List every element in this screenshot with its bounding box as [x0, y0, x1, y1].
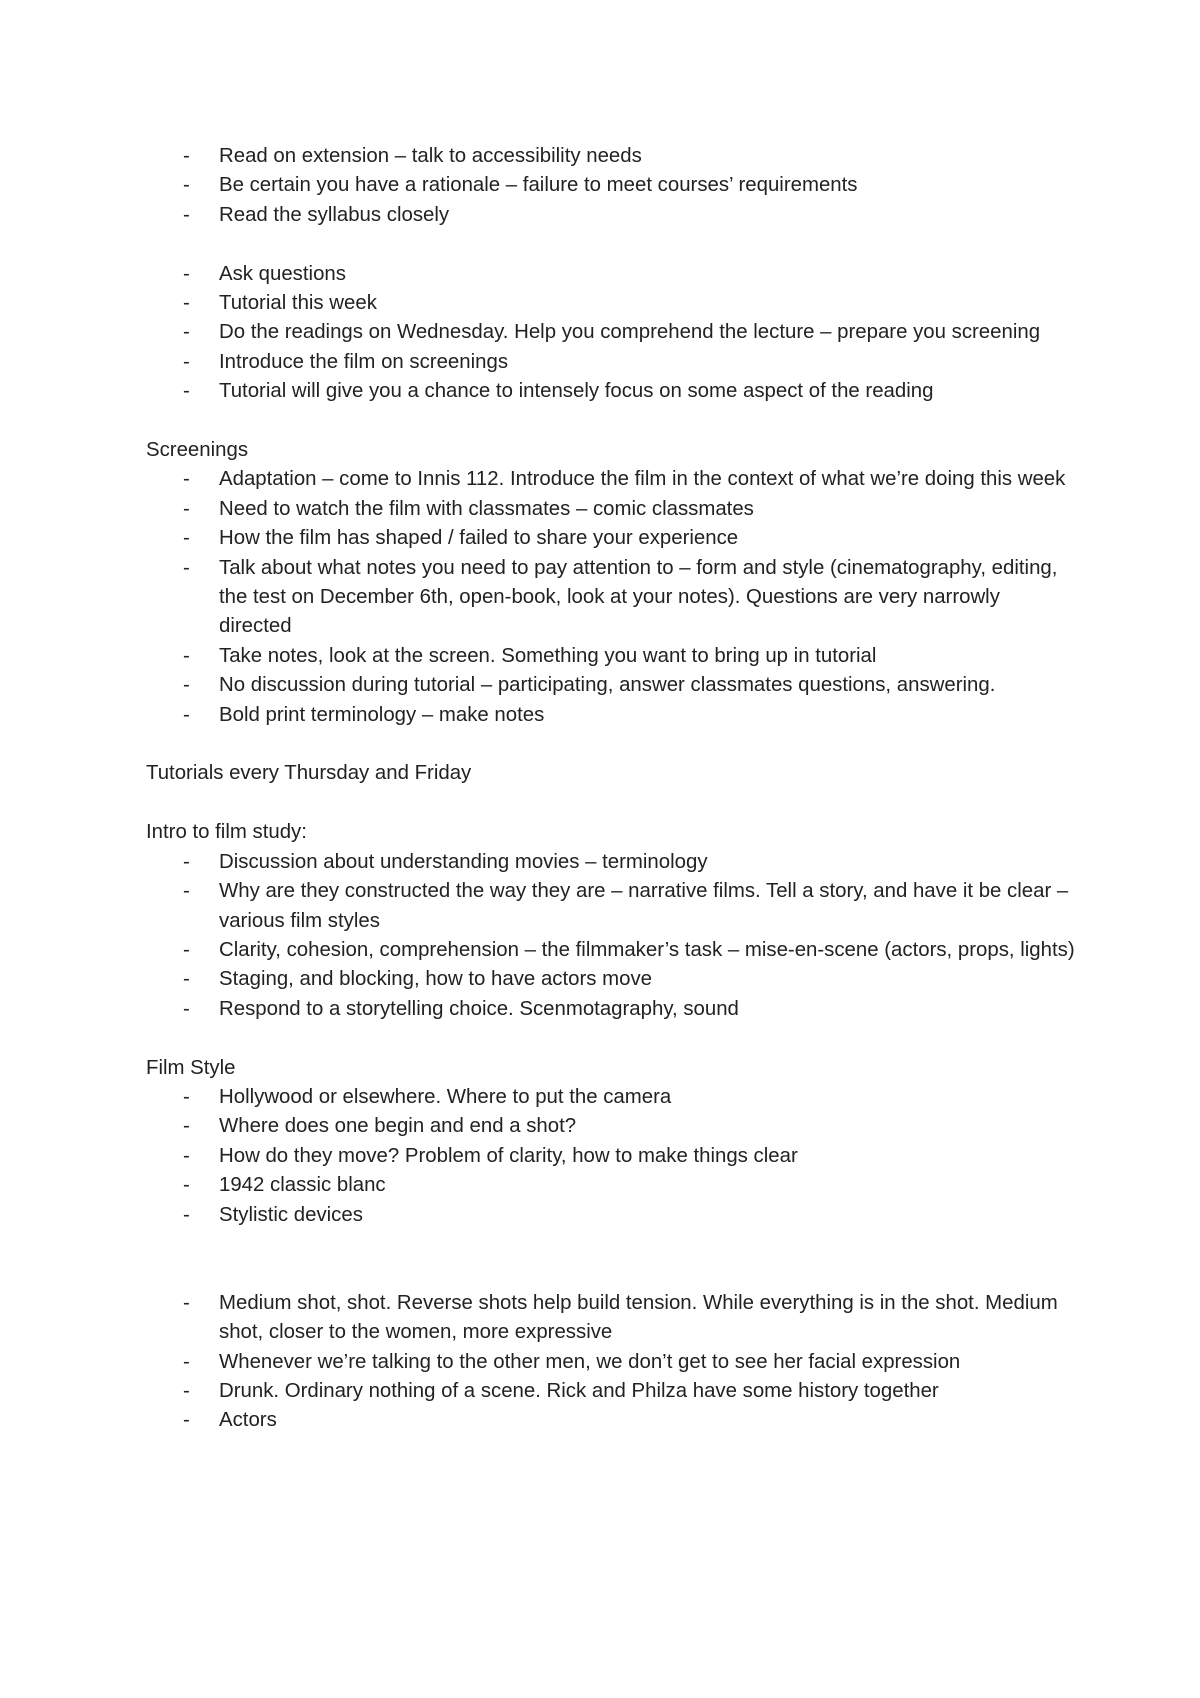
blank-line	[146, 407, 1076, 436]
dash-bullet: -	[183, 850, 190, 873]
list-item-text: Discussion about understanding movies – terminology	[219, 850, 708, 873]
dash-bullet: -	[183, 203, 190, 226]
blank-line	[146, 1230, 1076, 1289]
list-item-text: Tutorial will give you a chance to intensely focus on some aspect of the reading	[219, 380, 934, 403]
dash-bullet: -	[183, 556, 190, 579]
bullet-list	[146, 1289, 1076, 1436]
list-item-text: No discussion during tutorial – participating, answer classmates questions, answering.	[219, 674, 996, 697]
notes-block-tutorials-schedule	[146, 759, 1076, 788]
list-item-text: Why are they constructed the way they are – narrative films. Tell a story, and have it be clear – various film styles	[219, 880, 1069, 932]
list-item	[146, 1083, 1076, 1112]
blank-line	[146, 230, 1076, 259]
list-item-text: Clarity, cohesion, comprehension – the filmmaker’s task – mise-en-scene (actors, props, lights)	[219, 938, 1075, 961]
notes-block-casablanca-scene	[146, 1289, 1076, 1436]
list-item-text: How the film has shaped / failed to share your experience	[219, 527, 739, 550]
list-item	[146, 995, 1076, 1024]
list-item	[146, 1171, 1076, 1200]
list-item-text: Hollywood or elsewhere. Where to put the camera	[219, 1085, 672, 1108]
list-item	[146, 524, 1076, 553]
dash-bullet: -	[183, 468, 190, 491]
list-item	[146, 289, 1076, 318]
list-item	[146, 848, 1076, 877]
list-item-text: Do the readings on Wednesday. Help you comprehend the lecture – prepare you screening	[219, 321, 1041, 344]
dash-bullet: -	[183, 145, 190, 167]
dash-bullet: -	[183, 1085, 190, 1108]
list-item-text: Actors	[219, 1409, 277, 1432]
list-item	[146, 260, 1076, 289]
list-item	[146, 377, 1076, 406]
list-item-text: Respond to a storytelling choice. Scenmotagraphy, sound	[219, 997, 739, 1020]
section-heading-intro-film-study: Intro to film study:	[146, 821, 307, 844]
list-item	[146, 318, 1076, 347]
list-item	[146, 642, 1076, 671]
list-item-text: Read on extension – talk to accessibility needs	[219, 145, 642, 167]
dash-bullet: -	[183, 380, 190, 403]
list-item	[146, 1142, 1076, 1171]
list-item	[146, 495, 1076, 524]
section-heading-screenings: Screenings	[146, 439, 249, 462]
list-item	[146, 465, 1076, 494]
blank-line	[146, 1024, 1076, 1053]
list-item	[146, 701, 1076, 730]
blank-line	[146, 789, 1076, 818]
list-item-text: Read the syllabus closely	[219, 203, 450, 226]
list-item-text: Medium shot, shot. Reverse shots help build tension. While everything is in the shot. Medium shot, closer to the women, more expressive	[219, 1291, 1058, 1344]
bullet-list	[146, 142, 1076, 230]
list-item-text: Drunk. Ordinary nothing of a scene. Rick and Philza have some history together	[219, 1379, 939, 1402]
dash-bullet: -	[183, 1409, 190, 1432]
dash-bullet: -	[183, 703, 190, 726]
dash-bullet: -	[183, 938, 190, 961]
list-item	[146, 201, 1076, 230]
list-item	[146, 936, 1076, 965]
list-item	[146, 1348, 1076, 1377]
dash-bullet: -	[183, 262, 190, 285]
list-item-text: Need to watch the film with classmates – comic classmates	[219, 497, 754, 520]
list-item-text: Tutorial this week	[219, 292, 377, 315]
document-body	[146, 142, 1076, 1436]
notes-block-film-style	[146, 1054, 1076, 1230]
section-heading-tutorials: Tutorials every Thursday and Friday	[146, 762, 472, 785]
list-item-text: Whenever we’re talking to the other men, we don’t get to see her facial expression	[219, 1350, 961, 1373]
notes-block-tutorial	[146, 260, 1076, 407]
notes-block-intro-film-study	[146, 818, 1076, 1024]
bullet-list	[146, 1083, 1076, 1230]
list-item-text: Introduce the film on screenings	[219, 350, 509, 373]
notes-block-admin	[146, 142, 1076, 230]
dash-bullet: -	[183, 1144, 190, 1167]
list-item	[146, 1406, 1076, 1435]
list-item	[146, 1377, 1076, 1406]
list-item-text: Staging, and blocking, how to have actors move	[219, 968, 652, 991]
list-item	[146, 1201, 1076, 1230]
list-item-text: Stylistic devices	[219, 1203, 363, 1226]
dash-bullet: -	[183, 292, 190, 315]
dash-bullet: -	[183, 1115, 190, 1138]
list-item	[146, 877, 1076, 936]
list-item	[146, 1112, 1076, 1141]
list-item-text: Ask questions	[219, 262, 346, 285]
dash-bullet: -	[183, 174, 190, 197]
list-item	[146, 554, 1076, 642]
list-item-text: Adaptation – come to Innis 112. Introduce the film in the context of what we’re doing this week	[219, 468, 1066, 491]
list-item-text: 1942 classic blanc	[219, 1174, 386, 1197]
dash-bullet: -	[183, 1379, 190, 1402]
dash-bullet: -	[183, 497, 190, 520]
list-item	[146, 1289, 1076, 1348]
bullet-list	[146, 260, 1076, 407]
dash-bullet: -	[183, 1291, 190, 1314]
list-item-text: How do they move? Problem of clarity, how to make things clear	[219, 1144, 798, 1167]
list-item	[146, 348, 1076, 377]
bullet-list	[146, 465, 1076, 730]
section-heading-film-style: Film Style	[146, 1056, 236, 1079]
dash-bullet: -	[183, 1350, 190, 1373]
blank-line	[146, 730, 1076, 759]
list-item	[146, 671, 1076, 700]
dash-bullet: -	[183, 674, 190, 697]
list-item	[146, 965, 1076, 994]
dash-bullet: -	[183, 880, 190, 903]
list-item-text: Talk about what notes you need to pay attention to – form and style (cinematography, editing, the test on December 6th, open-book, look at your notes). Questions are very narrowly directed	[219, 556, 1058, 638]
dash-bullet: -	[183, 644, 190, 667]
list-item-text: Bold print terminology – make notes	[219, 703, 545, 726]
dash-bullet: -	[183, 350, 190, 373]
dash-bullet: -	[183, 968, 190, 991]
list-item-text: Where does one begin and end a shot?	[219, 1115, 577, 1138]
list-item	[146, 171, 1076, 200]
list-item-text: Be certain you have a rationale – failure to meet courses’ requirements	[219, 174, 858, 197]
notes-block-screenings	[146, 436, 1076, 730]
list-item	[146, 142, 1076, 171]
dash-bullet: -	[183, 997, 190, 1020]
dash-bullet: -	[183, 527, 190, 550]
list-item-text: Take notes, look at the screen. Something you want to bring up in tutorial	[219, 644, 877, 667]
dash-bullet: -	[183, 1203, 190, 1226]
dash-bullet: -	[183, 321, 190, 344]
dash-bullet: -	[183, 1174, 190, 1197]
bullet-list	[146, 848, 1076, 1024]
